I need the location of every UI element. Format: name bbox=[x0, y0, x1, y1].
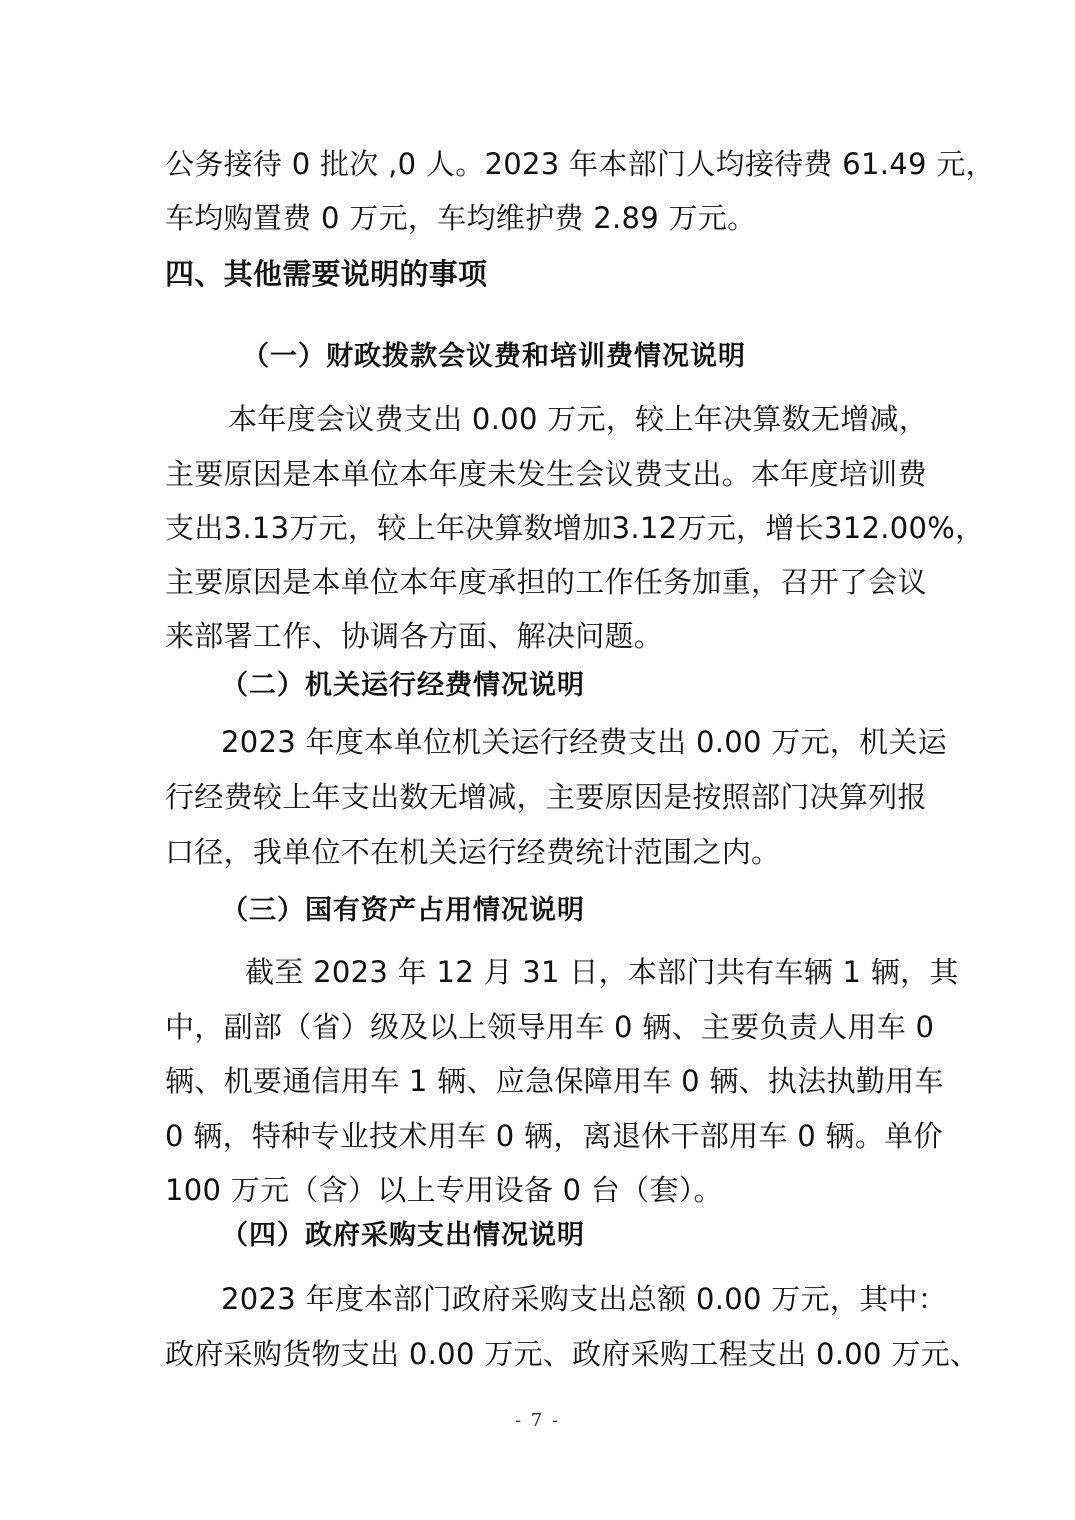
subsection-heading: （二）机关运行经费情况说明 bbox=[221, 670, 585, 701]
text-line: 口径，我单位不在机关运行经费统计范围之内。 bbox=[165, 835, 781, 869]
text-line: 来部署工作、协调各方面、解决问题。 bbox=[165, 619, 664, 653]
page-number: - 7 - bbox=[514, 1410, 561, 1431]
text-line: 行经费较上年支出数无增减，主要原因是按照部门决算列报 bbox=[165, 780, 927, 814]
text-line: 政府采购货物支出 0.00 万元、政府采购工程支出 0.00 万元、 bbox=[165, 1337, 980, 1371]
text-line: 辆、机要通信用车 1 辆、应急保障用车 0 辆、执法执勤用车 bbox=[165, 1064, 944, 1098]
text-line: 主要原因是本单位本年度承担的工作任务加重，召开了会议 bbox=[165, 565, 927, 599]
text-line: 主要原因是本单位本年度未发生会议费支出。本年度培训费 bbox=[165, 457, 927, 491]
text-line: 2023 年度本部门政府采购支出总额 0.00 万元，其中： bbox=[221, 1282, 948, 1316]
subsection-heading: （三）国有资产占用情况说明 bbox=[221, 895, 585, 926]
text-line: 车均购置费 0 万元，车均维护费 2.89 万元。 bbox=[165, 201, 757, 235]
text-line: 本年度会议费支出 0.00 万元，较上年决算数无增减， bbox=[228, 402, 929, 436]
subsection-heading: （一）财政拨款会议费和培训费情况说明 bbox=[242, 341, 746, 372]
text-line: 0 辆，特种专业技术用车 0 辆，离退休干部用车 0 辆。单价 bbox=[165, 1119, 943, 1153]
text-line: 截至 2023 年 12 月 31 日，本部门共有车辆 1 辆，其 bbox=[245, 955, 959, 989]
subsection-heading: （四）政府采购支出情况说明 bbox=[221, 1220, 585, 1251]
text-line: 公务接待 0 批次 ,0 人。2023 年本部门人均接待费 61.49 元， bbox=[165, 147, 995, 181]
text-line: 中，副部（省）级及以上领导用车 0 辆、主要负责人用车 0 bbox=[165, 1010, 935, 1044]
section-heading: 四、其他需要说明的事项 bbox=[165, 257, 488, 291]
text-line: 支出3.13万元，较上年决算数增加3.12万元，增长312.00%， bbox=[165, 511, 985, 545]
text-line: 2023 年度本单位机关运行经费支出 0.00 万元，机关运 bbox=[221, 725, 948, 759]
text-line: 100 万元（含）以上专用设备 0 台（套）。 bbox=[165, 1173, 723, 1207]
